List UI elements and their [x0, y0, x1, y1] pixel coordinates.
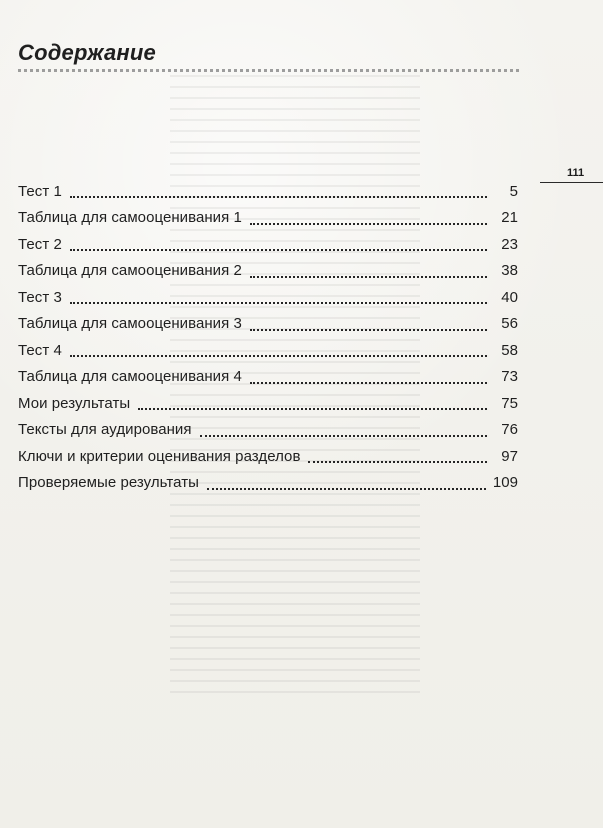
toc-entry-label: Ключи и критерии оценивания разделов: [18, 447, 301, 465]
toc-entry-page: 97: [501, 447, 518, 465]
toc-entry-page: 5: [509, 182, 518, 200]
toc-entry-label: Таблица для самооценивания 4: [18, 368, 242, 386]
page-number-rule: [540, 182, 603, 183]
toc-entry: [18, 364, 518, 391]
toc-entry-page: 38: [501, 262, 518, 280]
toc-dot-leader: [70, 186, 487, 198]
toc-entry-label: Тест 4: [18, 341, 62, 359]
toc-dot-leader: [207, 478, 486, 490]
title-dotted-divider: [18, 69, 519, 72]
toc-entry-page: 58: [501, 341, 518, 359]
toc-entry-page: 23: [501, 235, 518, 253]
toc-entry-page: 56: [501, 315, 518, 333]
toc-entry: [18, 417, 518, 444]
toc-entry: [18, 284, 518, 311]
toc-dot-leader: [70, 292, 487, 304]
toc-entry: [18, 390, 518, 417]
toc-entry-page: 73: [501, 368, 518, 386]
toc-dot-leader: [250, 266, 487, 278]
toc-entry-page: 75: [501, 394, 518, 412]
toc-dot-leader: [250, 213, 487, 225]
toc-entry-label: Таблица для самооценивания 2: [18, 262, 242, 280]
table-of-contents: [18, 178, 518, 496]
toc-dot-leader: [308, 451, 487, 463]
toc-entry-page: 76: [501, 421, 518, 439]
toc-entry-label: Мои результаты: [18, 394, 131, 412]
page-number: 111: [567, 167, 585, 179]
toc-dot-leader: [70, 345, 487, 357]
toc-entry: [18, 205, 518, 232]
toc-dot-leader: [138, 398, 487, 410]
toc-entry-label: Таблица для самооценивания 1: [18, 209, 242, 227]
toc-entry: [18, 470, 518, 497]
toc-entry: [18, 178, 518, 205]
toc-entry-page: 21: [501, 209, 518, 227]
toc-dot-leader: [250, 372, 487, 384]
toc-entry: [18, 231, 518, 258]
toc-entry: [18, 443, 518, 470]
toc-entry-label: Таблица для самооценивания 3: [18, 315, 242, 333]
toc-entry-label: Тест 3: [18, 288, 62, 306]
toc-dot-leader: [250, 319, 487, 331]
toc-entry-label: Тест 1: [18, 182, 62, 200]
toc-entry-label: Тест 2: [18, 235, 62, 253]
toc-entry-label: Проверяемые результаты: [18, 474, 199, 492]
toc-dot-leader: [70, 239, 487, 251]
toc-dot-leader: [200, 425, 487, 437]
toc-entry: [18, 337, 518, 364]
page-title: Содержание: [18, 40, 156, 65]
toc-entry-page: 40: [501, 288, 518, 306]
toc-entry-label: Тексты для аудирования: [18, 421, 192, 439]
toc-entry-page: 109: [492, 474, 518, 492]
toc-entry: [18, 258, 518, 285]
toc-entry: [18, 311, 518, 338]
